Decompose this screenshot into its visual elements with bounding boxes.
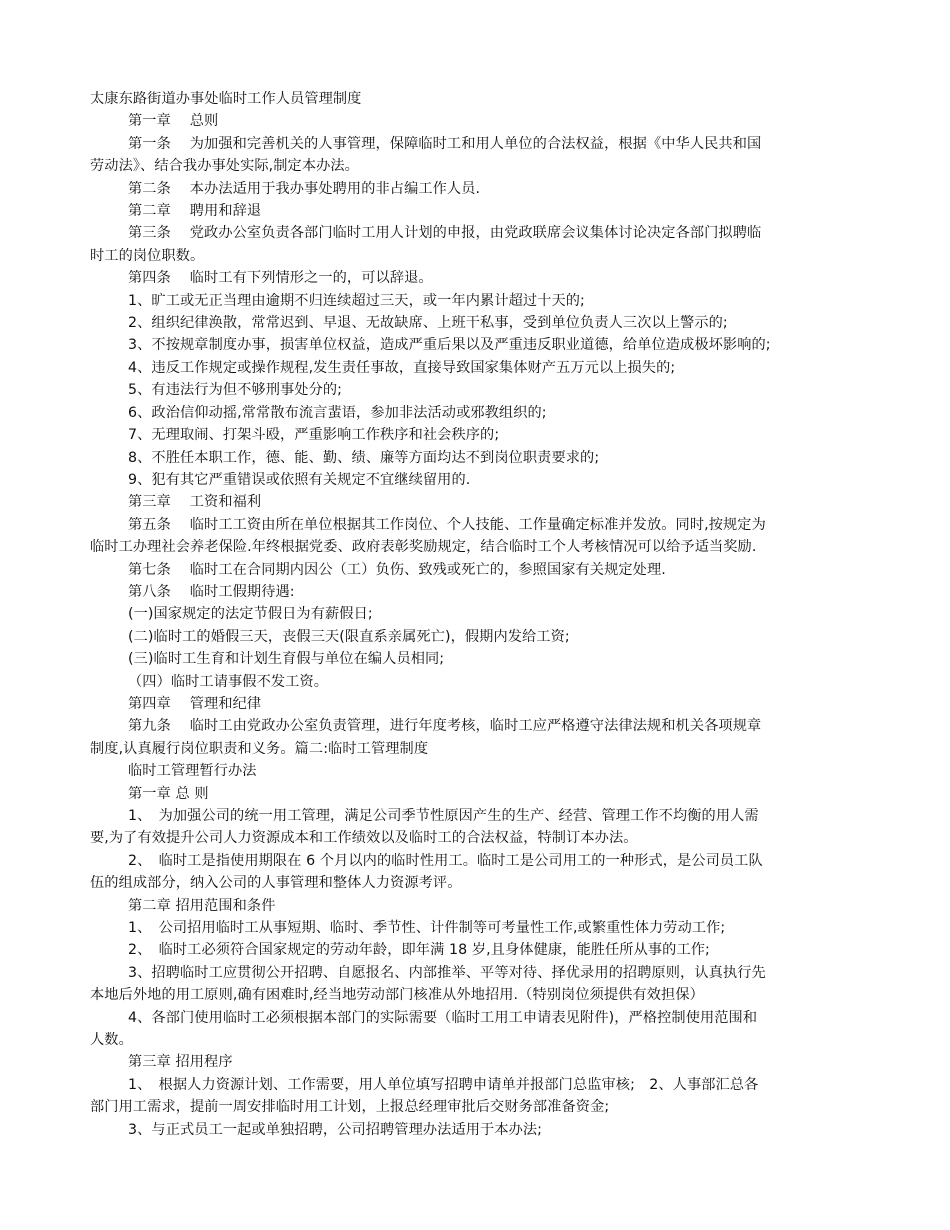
document-line: 1、 根据人力资源计划、工作需要，用人单位填写招聘申请单并报部门总监审核; 2、人事部汇总各 [128,1076,759,1093]
document-line: 第三章 招用程序 [128,1054,233,1071]
document-line: 9、犯有其它严重错误或依照有关规定不宜继续留用的. [128,471,471,488]
document-line: 伍的组成部分，纳入公司的人事管理和整体人力资源考评。 [90,875,462,892]
document-line: 6、政治信仰动摇,常常散布流言蜚语，参加非法活动或邪教组织的; [128,404,547,421]
document-line: 4、违反工作规定或操作规程,发生责任事故，直接导致国家集体财产五万元以上损失的; [128,359,676,376]
document-line: 3、与正式员工一起或单独招聘，公司招聘管理办法适用于本办法; [128,1121,543,1138]
document-line: 第八条 临时工假期待遇: [128,583,295,600]
document-line: 2、 临时工是指使用期限在 6 个月以内的临时性用工。临时工是公司用工的一种形式，是公司员工队 [128,852,763,869]
document-line: 劳动法》、结合我办事处实际,制定本办法。 [90,158,359,175]
document-line: 第一章 总 则 [128,785,209,802]
document-line: 第四条 临时工有下列情形之一的，可以辞退。 [128,270,433,287]
document-line: (二)临时工的婚假三天，丧假三天(限直系亲属死亡)，假期内发给工资; [128,628,570,645]
document-line: 3、招聘临时工应贯彻公开招聘、自愿报名、内部推举、平等对待、择优录用的招聘原则，认真执行先 [128,964,766,981]
document-line: 2、 临时工必须符合国家规定的劳动年龄，即年满 18 岁,且身体健康，能胜任所从事的工作; [128,942,710,959]
document-line: 7、无理取闹、打架斗殴，严重影响工作秩序和社会秩序的; [128,427,500,444]
document-line: 临时工办理社会养老保险.年终根据党委、政府表彰奖励规定，结合临时工个人考核情况可以给予适当奖励. [90,539,757,556]
document-line: （四）临时工请事假不发工资。 [128,673,329,690]
document-line: 时工的岗位职数。 [90,247,205,264]
document-line: 第三章 工资和福利 [128,494,262,511]
document-line: 1、 公司招用临时工从事短期、临时、季节性、计件制等可考量性工作,或繁重性体力劳动工作; [128,920,726,937]
document-line: 本地后外地的用工原则,确有困难时,经当地劳动部门核准从外地招用.（特别岗位须提供有效担保） [90,987,704,1004]
document-line: 1、 为加强公司的统一用工管理，满足公司季节性原因产生的生产、经营、管理工作不均衡的用人需 [128,808,759,824]
document-line: 第二条 本办法适用于我办事处聘用的非占编工作人员. [128,180,481,197]
document-line: 第四章 管理和纪律 [128,695,262,712]
document-line: 临时工管理暂行办法 [128,763,257,780]
document-line: 第九条 临时工由党政办公室负责管理，进行年度考核，临时工应严格遵守法律法规和机关各项规章 [128,718,762,735]
document-line: 第一条 为加强和完善机关的人事管理，保障临时工和用人单位的合法权益，根据《中华人民共和国 [128,135,762,152]
document-line: (一)国家规定的法定节假日为有薪假日; [128,606,373,623]
document-line: 3、不按规章制度办事，损害单位权益，造成严重后果以及严重违反职业道德，给单位造成极坏影响的; [128,337,771,354]
document-line: 制度,认真履行岗位职责和义务。篇二:临时工管理制度 [90,740,429,757]
document-line: (三)临时工生育和计划生育假与单位在编人员相同; [128,651,445,668]
document-line: 第五条 临时工工资由所在单位根据其工作岗位、个人技能、工作量确定标准并发放。同时,按规定为 [128,516,766,533]
document-line: 人数。 [90,1032,133,1049]
document-line: 第二章 招用范围和条件 [128,897,276,914]
document-line: 2、组织纪律涣散，常常迟到、早退、无故缺席、上班干私事，受到单位负责人三次以上警示的; [128,315,728,332]
document-line: 部门用工需求，提前一周安排临时用工计划，上报总经理审批后交财务部准备资金; [90,1099,610,1116]
document-line: 第二章 聘用和辞退 [128,203,262,220]
document-line: 太康东路街道办事处临时工作人员管理制度 [90,91,362,107]
document-line: 4、各部门使用临时工必须根据本部门的实际需要（临时工用工申请表见附件)，严格控制使用范围和 [128,1009,758,1026]
document-line: 要,为了有效提升公司人力资源成本和工作绩效以及临时工的合法权益，特制订本办法。 [90,830,638,847]
document-line: 1、旷工或无正当理由逾期不归连续超过三天，或一年内累计超过十天的; [128,292,585,309]
document-line: 8、不胜任本职工作，德、能、勤、绩、廉等方面均达不到岗位职责要求的; [128,449,600,466]
document-line: 第三条 党政办公室负责各部门临时工用人计划的申报，由党政联席会议集体讨论决定各部门拟聘临 [128,225,762,242]
document-line: 5、有违法行为但不够刑事处分的; [128,382,343,399]
document-body [90,88,865,1141]
document-line: 第七条 临时工在合同期内因公（工）负伤、致残或死亡的，参照国家有关规定处理. [128,561,666,578]
document-line: 第一章 总则 [128,113,219,130]
